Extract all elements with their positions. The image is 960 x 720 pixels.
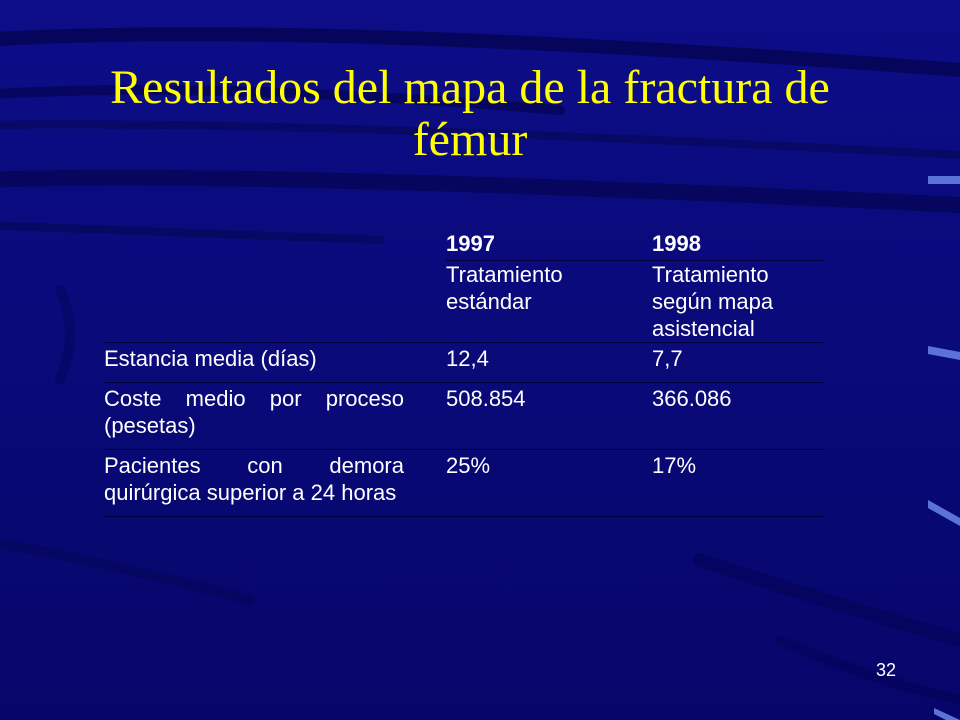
title-line-2: fémur <box>412 113 528 166</box>
value-1997: 25% <box>446 450 652 517</box>
row-label: Estancia media (días) <box>104 343 446 383</box>
row-label: Coste medio por proceso (pesetas) <box>104 383 446 450</box>
results-table <box>104 228 824 517</box>
row-label: Pacientes con demora quirúrgica superior a 24 horas <box>104 450 446 517</box>
year-1998-header: 1998 <box>652 231 701 256</box>
table-row <box>104 450 824 517</box>
group-standard-treatment: Tratamiento estándar <box>446 261 652 343</box>
value-1997: 508.854 <box>446 383 652 450</box>
value-1998: 17% <box>652 450 824 517</box>
value-1997: 12,4 <box>446 343 652 383</box>
year-header-row <box>104 228 824 261</box>
year-1997-header: 1997 <box>446 231 495 256</box>
title-line-1: Resultados del mapa de la fractura de <box>110 61 830 114</box>
value-1998: 366.086 <box>652 383 824 450</box>
table-row <box>104 383 824 450</box>
group-empty-cell <box>104 261 446 343</box>
value-1998: 7,7 <box>652 343 824 383</box>
page-number: 32 <box>875 660 896 680</box>
table-row <box>104 343 824 383</box>
group-map-treatment: Tratamiento según mapa asistencial <box>652 261 824 343</box>
header-empty-cell <box>104 228 446 261</box>
slide-title <box>0 62 940 166</box>
group-header-row <box>104 261 824 343</box>
